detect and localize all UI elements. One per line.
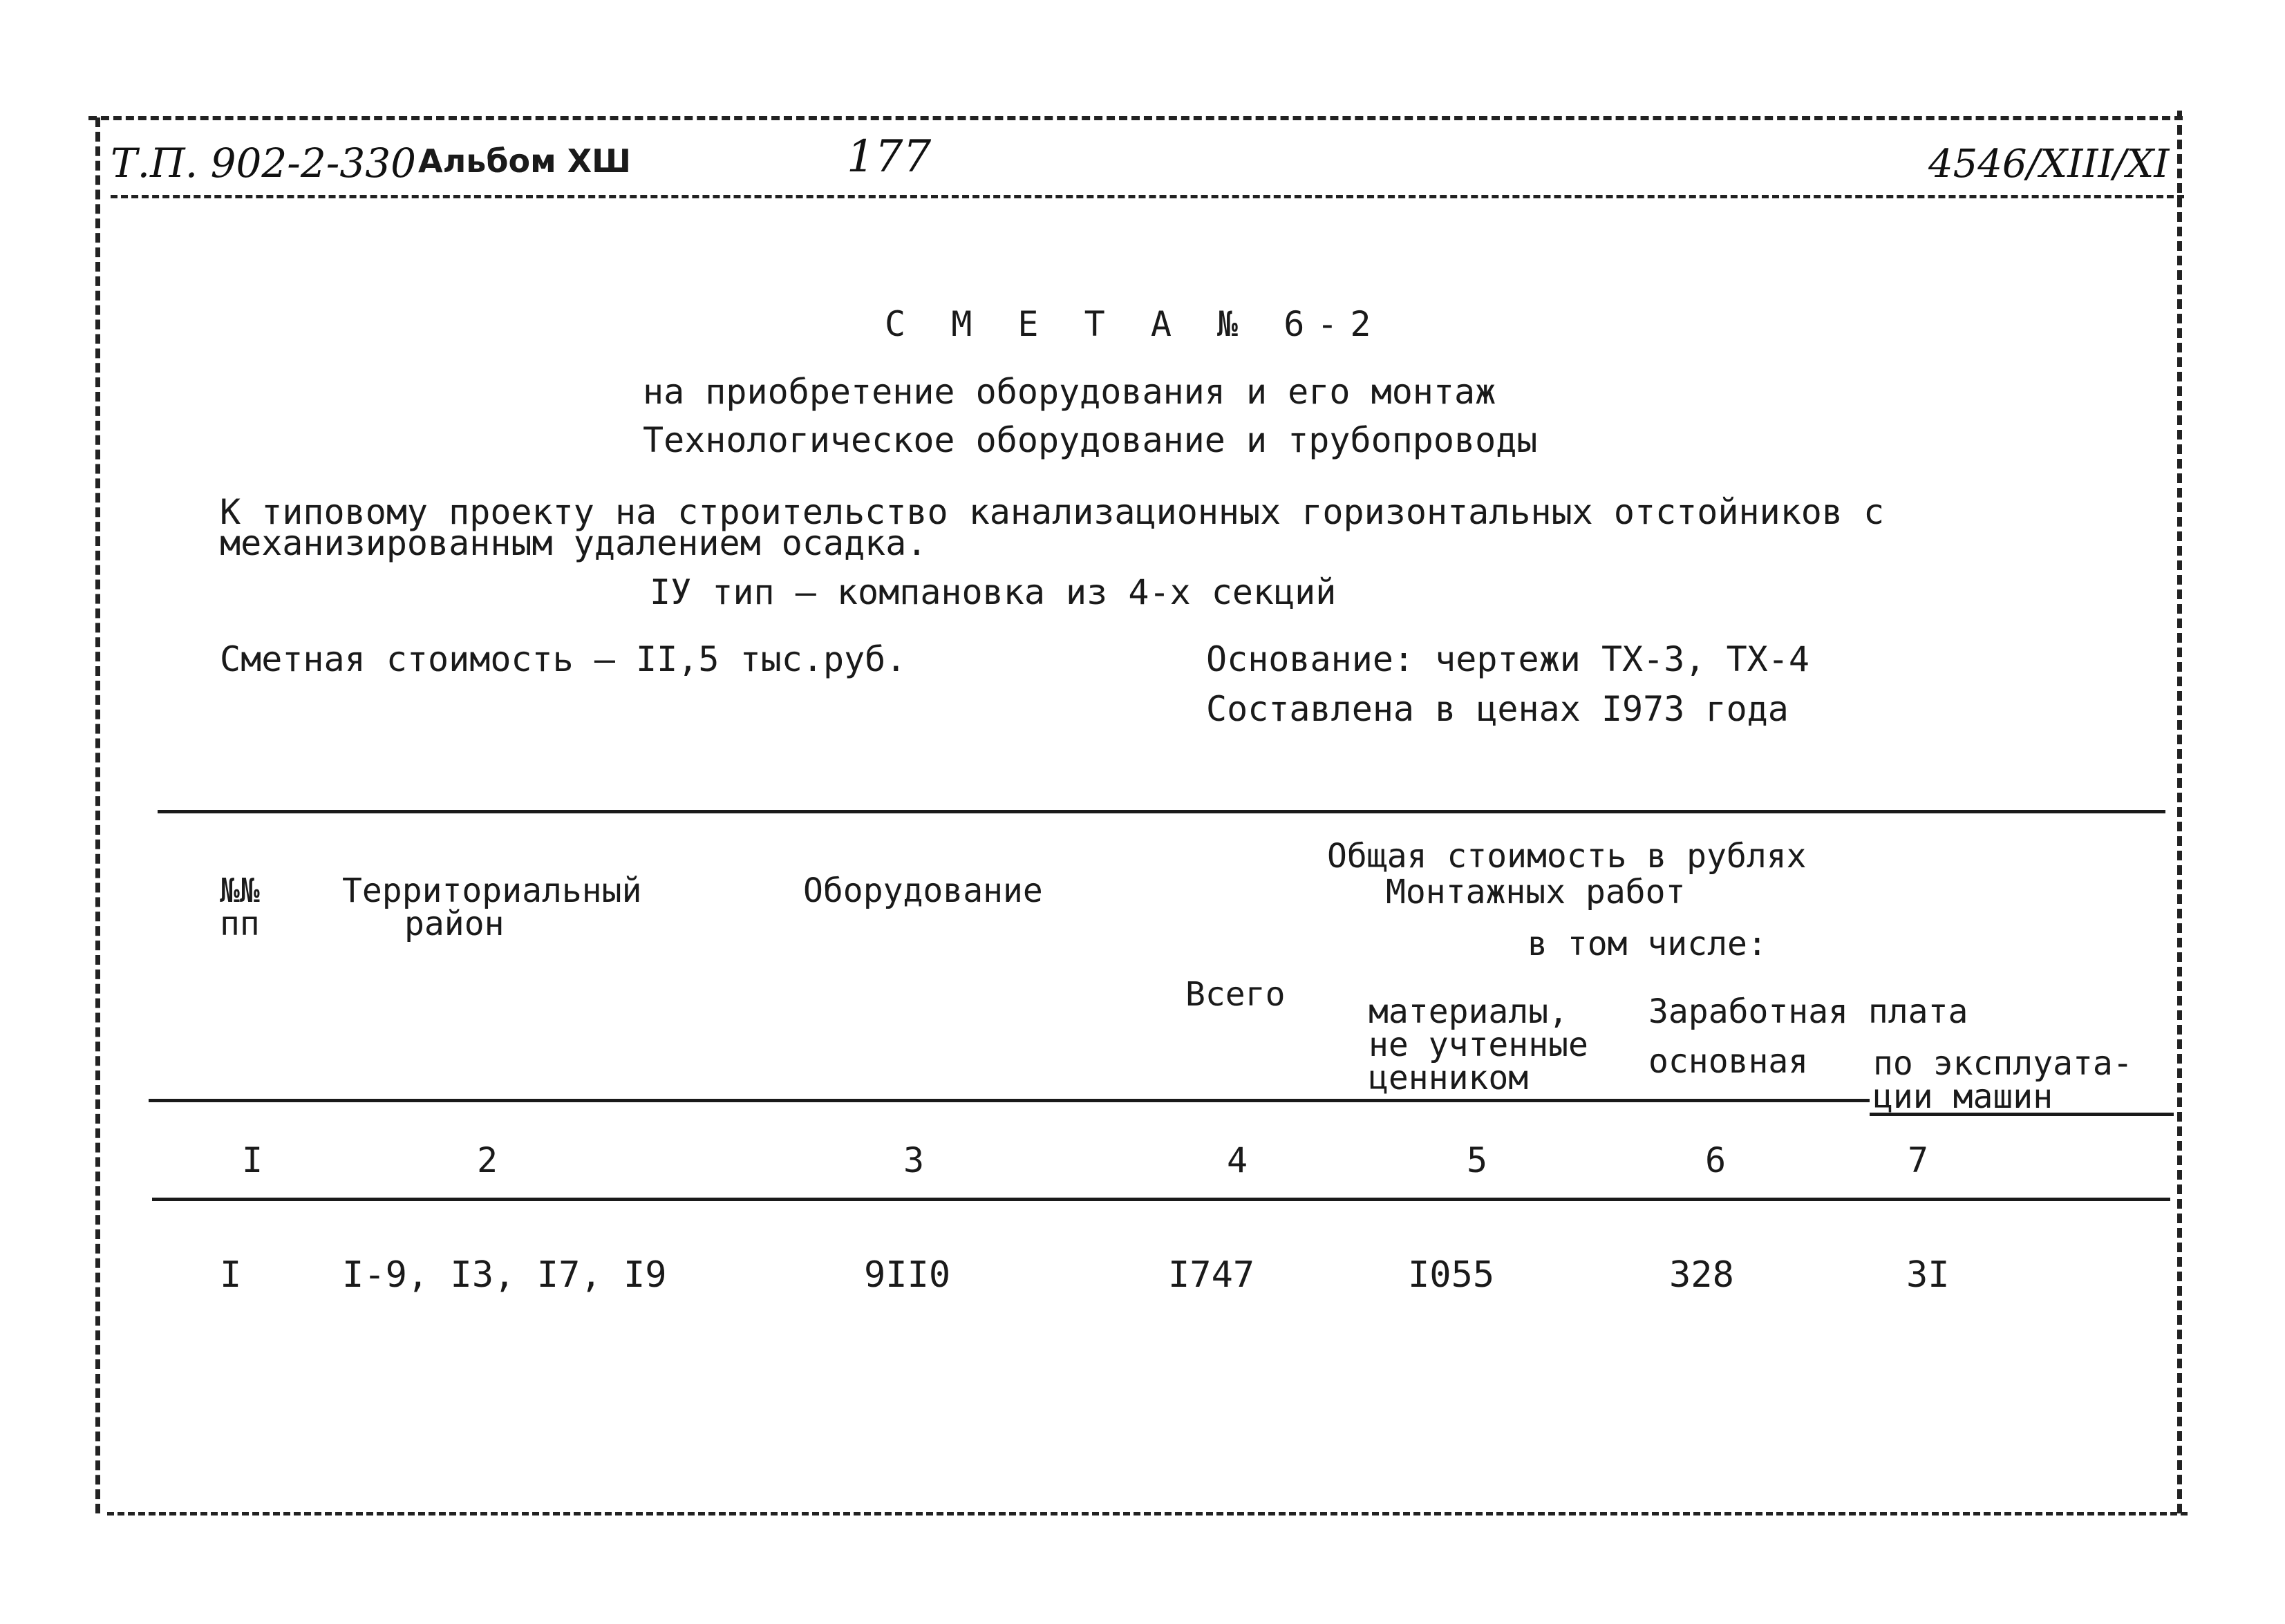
header-col-wage-machines: по эксплуата- ции машин (1873, 1044, 2133, 1116)
header-group-installation: Монтажных работ (1386, 873, 1686, 912)
cell-equipment: 9II0 (864, 1254, 951, 1296)
column-number-2: 2 (477, 1140, 498, 1180)
column-number-6: 6 (1705, 1140, 1727, 1180)
cell-wage-basic: 328 (1669, 1254, 1734, 1296)
column-number-4: 4 (1227, 1140, 1248, 1180)
project-type-line: IУ тип – компановка из 4-х секций (650, 572, 1337, 612)
header-col-number: №№ пп (220, 871, 260, 943)
estimated-cost: Сметная стоимость – II,5 тыс.руб. (220, 639, 907, 679)
cell-number: I (220, 1254, 242, 1296)
column-number-5: 5 (1467, 1140, 1488, 1180)
header-group-total-cost: Общая стоимость в рублях (1327, 837, 1807, 876)
column-numbers-rule (152, 1198, 2170, 1201)
album-label: Альбом ХШ (418, 142, 632, 180)
header-col-region: Территориальный район (342, 871, 642, 943)
basis-drawings: Основание: чертежи ТХ-3, ТХ-4 (1206, 639, 1809, 679)
cell-region: I-9, I3, I7, I9 (342, 1254, 667, 1296)
frame-bottom-border (107, 1512, 2188, 1516)
table-top-rule (158, 810, 2165, 813)
cell-wage-machines: 3I (1906, 1254, 1950, 1296)
header-col-wage-basic: основная (1648, 1042, 1809, 1081)
price-level: Составлена в ценах I973 года (1206, 689, 1789, 729)
header-col-equipment: Оборудование (803, 871, 1043, 910)
column-number-1: I (242, 1140, 263, 1180)
title-subline-2: Технологическое оборудование и трубопроводы (643, 420, 1538, 460)
header-wage-group: Заработная плата (1648, 992, 1968, 1031)
project-description-line-2: механизированным удалением осадка. (220, 523, 928, 563)
page-number: 177 (847, 131, 932, 182)
cell-materials: I055 (1408, 1254, 1495, 1296)
header-including: в том числе: (1527, 925, 1767, 963)
column-number-7: 7 (1908, 1140, 1929, 1180)
frame-top-border (88, 116, 2183, 120)
title-subline-1: на приобретение оборудования и его монтаж (643, 372, 1496, 412)
project-code: Т.П. 902-2-330 (111, 140, 417, 187)
frame-left-border (95, 117, 100, 1513)
frame-right-border (2177, 111, 2182, 1513)
cell-total: I747 (1168, 1254, 1255, 1296)
header-separator (111, 195, 2184, 198)
header-col-total: Всего (1185, 975, 1286, 1014)
table-header-rule (149, 1099, 1870, 1102)
document-title: С М Е Т А № 6-2 (885, 304, 1384, 344)
inventory-number: 4546/XIII/XI (1928, 142, 2170, 187)
column-number-3: 3 (903, 1140, 925, 1180)
header-col-materials: материалы, не учтенные ценником (1369, 992, 1588, 1097)
project-description-line-1: К типовому проекту на строительство канализационных горизонтальных отстойников с (220, 492, 1885, 532)
